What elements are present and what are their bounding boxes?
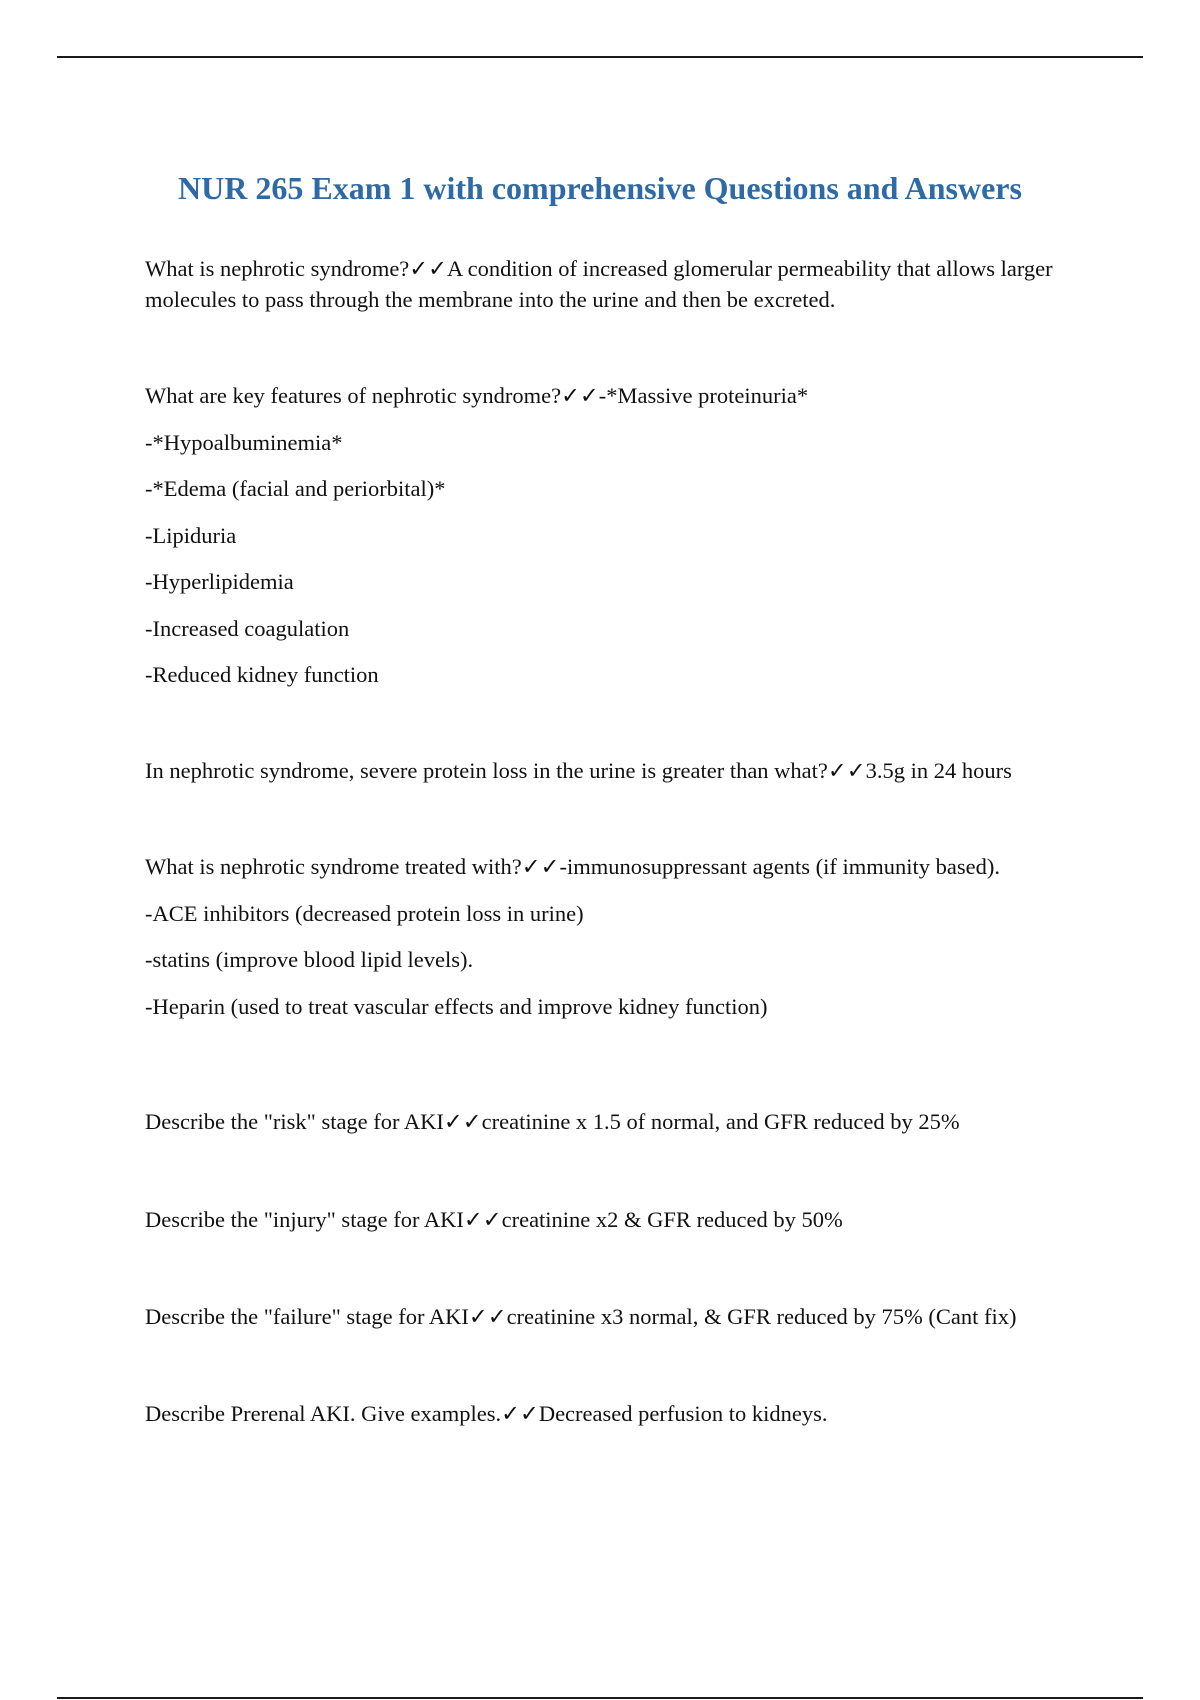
qa-item-nephrotic-features (145, 381, 1105, 691)
qa-item-aki-failure (145, 1302, 1105, 1333)
qa-item-aki-risk (145, 1107, 1105, 1138)
qa-text: What is nephrotic syndrome?✓✓A condition of increased glomerular permeability that allows larger molecules to pass through the membrane into the urine and then be excreted. (145, 256, 1053, 312)
qa-item-nephrotic-definition (145, 254, 1105, 315)
header-rule (57, 56, 1143, 58)
qa-item-protein-loss (145, 756, 1105, 787)
document-title: NUR 265 Exam 1 with comprehensive Questions and Answers (178, 170, 1022, 206)
list-item: -*Edema (facial and periorbital)* (145, 476, 446, 501)
qa-item-nephrotic-treatment (145, 852, 1105, 1022)
list-item: -*Hypoalbuminemia* (145, 429, 343, 455)
qa-text: Describe the "risk" stage for AKI✓✓creatinine x 1.5 of normal, and GFR reduced by 25% (145, 1109, 960, 1134)
qa-text: What are key features of nephrotic syndrome?✓✓-*Massive proteinuria* (145, 383, 809, 408)
qa-text: In nephrotic syndrome, severe protein loss in the urine is greater than what?✓✓3.5g in 24 hours (145, 758, 1012, 783)
list-item: -statins (improve blood lipid levels). (145, 947, 474, 972)
qa-text: Describe the "injury" stage for AKI✓✓creatinine x2 & GFR reduced by 50% (145, 1207, 843, 1232)
qa-item-prerenal-aki (145, 1399, 1105, 1430)
qa-text: Describe the "failure" stage for AKI✓✓creatinine x3 normal, & GFR reduced by 75% (Cant fix) (145, 1304, 1017, 1329)
list-item: -Hyperlipidemia (145, 569, 294, 594)
list-item: -Lipiduria (145, 522, 237, 548)
qa-item-aki-injury (145, 1205, 1105, 1236)
list-item: -Reduced kidney function (145, 662, 379, 687)
list-item: -Increased coagulation (145, 615, 350, 641)
qa-text: Describe Prerenal AKI. Give examples.✓✓Decreased perfusion to kidneys. (145, 1401, 828, 1426)
qa-text: What is nephrotic syndrome treated with?✓✓-immunosuppressant agents (if immunity based). (145, 854, 1001, 879)
footer-rule (57, 1697, 1143, 1699)
list-item: -ACE inhibitors (decreased protein loss in urine) (145, 900, 584, 926)
list-item: -Heparin (used to treat vascular effects and improve kidney function) (145, 993, 768, 1019)
